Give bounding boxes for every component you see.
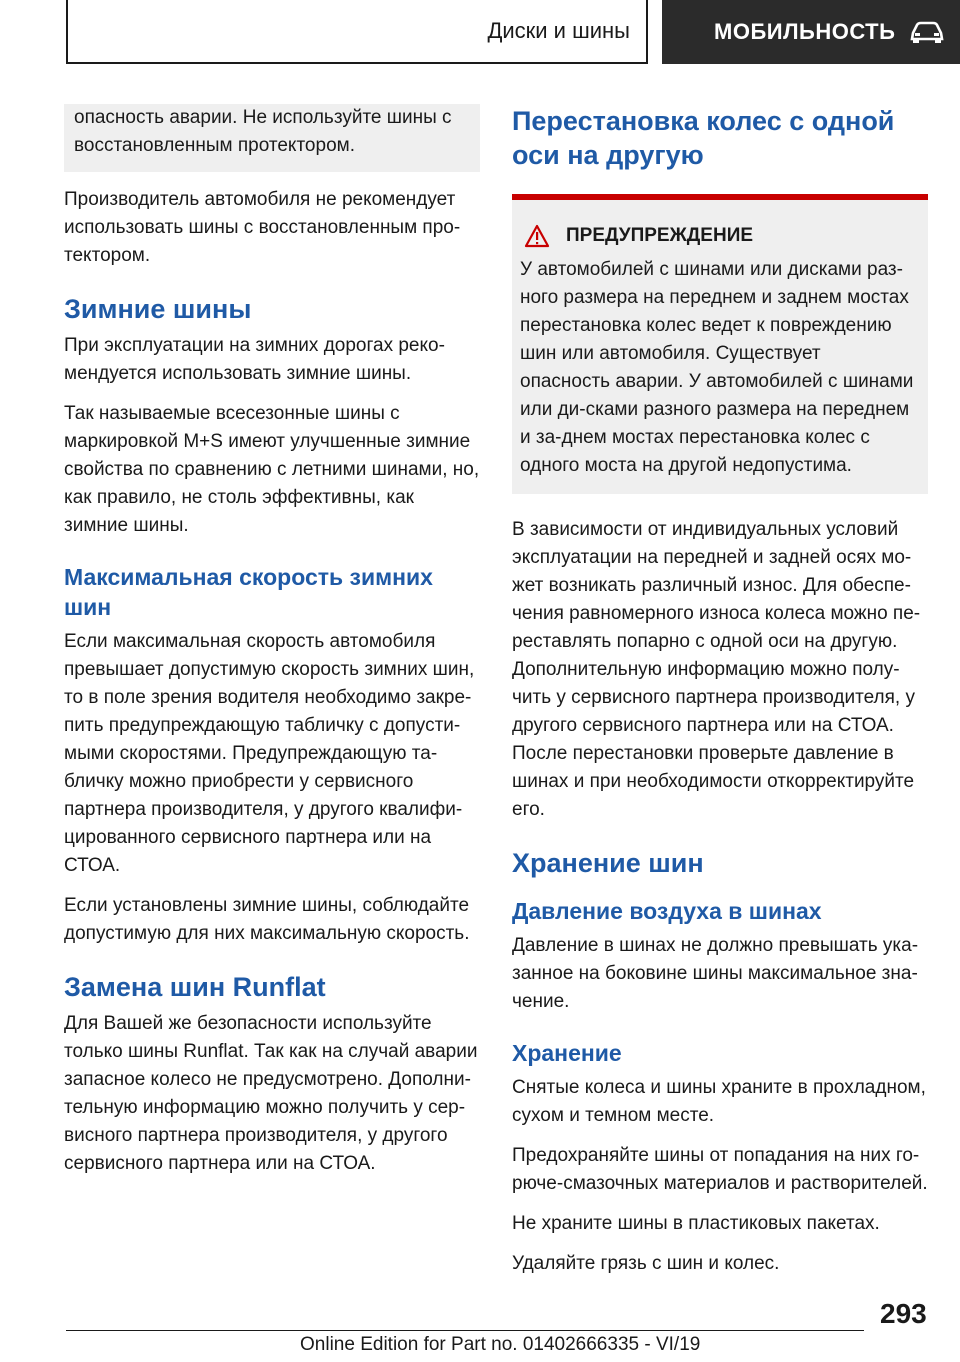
- left-column: [64, 104, 480, 1190]
- warning-box: [512, 200, 928, 494]
- warning-text: У автомобилей с шинами или дисками раз-ного размера на переднем и заднем мостах перестановка колес ведет к повреждению шин или автомобиля. Существует опасность аварии. У автомобилей с шинами или ди-сками разного размера на переднем и за-днем мостах перестановка колес с одного моста на другой недопустима.: [520, 259, 914, 476]
- winter-paragraph-1: При эксплуатации на зимних дорогах реко-мендуется использовать зимние шины.: [64, 335, 445, 384]
- right-column: [512, 104, 928, 1290]
- footer-rule: [66, 1330, 864, 1331]
- max-speed-heading: Максимальная скорость зимних шин: [64, 564, 433, 620]
- keep-paragraph-2: Предохраняйте шины от попадания на них го-рюче-смазочных материалов и растворителей.: [512, 1145, 928, 1194]
- keep-paragraph-1: Снятые колеса и шины храните в прохладном, сухом и темном месте.: [512, 1077, 926, 1126]
- runflat-paragraph: Для Вашей же безопасности используйте только шины Runflat. Так как на случай аварии запасное колесо не предусмотрено. Дополни-тельную информацию можно получить у сер-висного партнера производителя, у другого сервисного партнера или на СТОА.: [64, 1013, 478, 1174]
- warning-continuation: [64, 104, 480, 172]
- pressure-heading: Давление воздуха в шинах: [512, 898, 822, 924]
- retread-paragraph: Производитель автомобиля не рекомендует использовать шины с восстановленным про-тектором.: [64, 189, 461, 266]
- header-section-title: Диски и шины: [487, 18, 630, 43]
- max-speed-paragraph-1: Если максимальная скорость автомобиля превышает допустимую скорость зимних шин, то в поле зрения водителя необходимо закре-пить предупреждающую табличку с допусти-мыми скоростями. Предупреждающую та-бличку можно приобрести у сервисного партнера производителя, у другого квалифи-цированного сервисного партнера или на СТОА.: [64, 631, 475, 876]
- warning-triangle-icon: [524, 224, 550, 248]
- winter-tires-heading: Зимние шины: [64, 294, 252, 324]
- page-number: 293: [880, 1298, 927, 1329]
- pressure-paragraph: Давление в шинах не должно превышать ука-занное на боковине шины максимальное зна-чение.: [512, 935, 919, 1012]
- keep-paragraph-4: Удаляйте грязь с шин и колес.: [512, 1253, 780, 1274]
- max-speed-paragraph-2: Если установлены зимние шины, соблюдайте допустимую для них максимальную скорость.: [64, 895, 470, 944]
- footer-edition: Online Edition for Part no. 01402666335 - VI/19: [300, 1334, 701, 1355]
- header-section: [66, 0, 648, 64]
- warning-continuation-text: опасность аварии. Не используйте шины с восстановленным протектором.: [74, 107, 452, 156]
- car-icon: [909, 21, 945, 43]
- rotation-heading: Перестановка колес с одной оси на другую: [512, 106, 895, 170]
- storage-heading: Хранение шин: [512, 848, 704, 878]
- keep-heading: Хранение: [512, 1040, 622, 1066]
- warning-title: ПРЕДУПРЕЖДЕНИЕ: [566, 225, 754, 246]
- winter-paragraph-2: Так называемые всесезонные шины с маркировкой M+S имеют улучшенные зимние свойства по сравнению с летними шинами, но, как правило, не столь эффективны, как зимние шины.: [64, 403, 480, 536]
- runflat-heading: Замена шин Runflat: [64, 972, 326, 1002]
- header-chapter-title: МОБИЛЬНОСТЬ: [714, 19, 896, 44]
- warning-header: [520, 222, 914, 250]
- keep-paragraph-3: Не храните шины в пластиковых пакетах.: [512, 1213, 880, 1234]
- header-chapter: [662, 0, 960, 64]
- rotation-paragraph: В зависимости от индивидуальных условий эксплуатации на передней и задней осях мо-жет возникать различный износ. Для обеспе-чения равномерного износа колеса можно пе-реставлять попарно с одной оси на другую. Дополнительную информацию можно полу-чить у сервисного партнера производителя, у другого сервисного партнера или на СТОА. После перестановки проверьте давление в шинах и при необходимости откорректируйте его.: [512, 519, 921, 820]
